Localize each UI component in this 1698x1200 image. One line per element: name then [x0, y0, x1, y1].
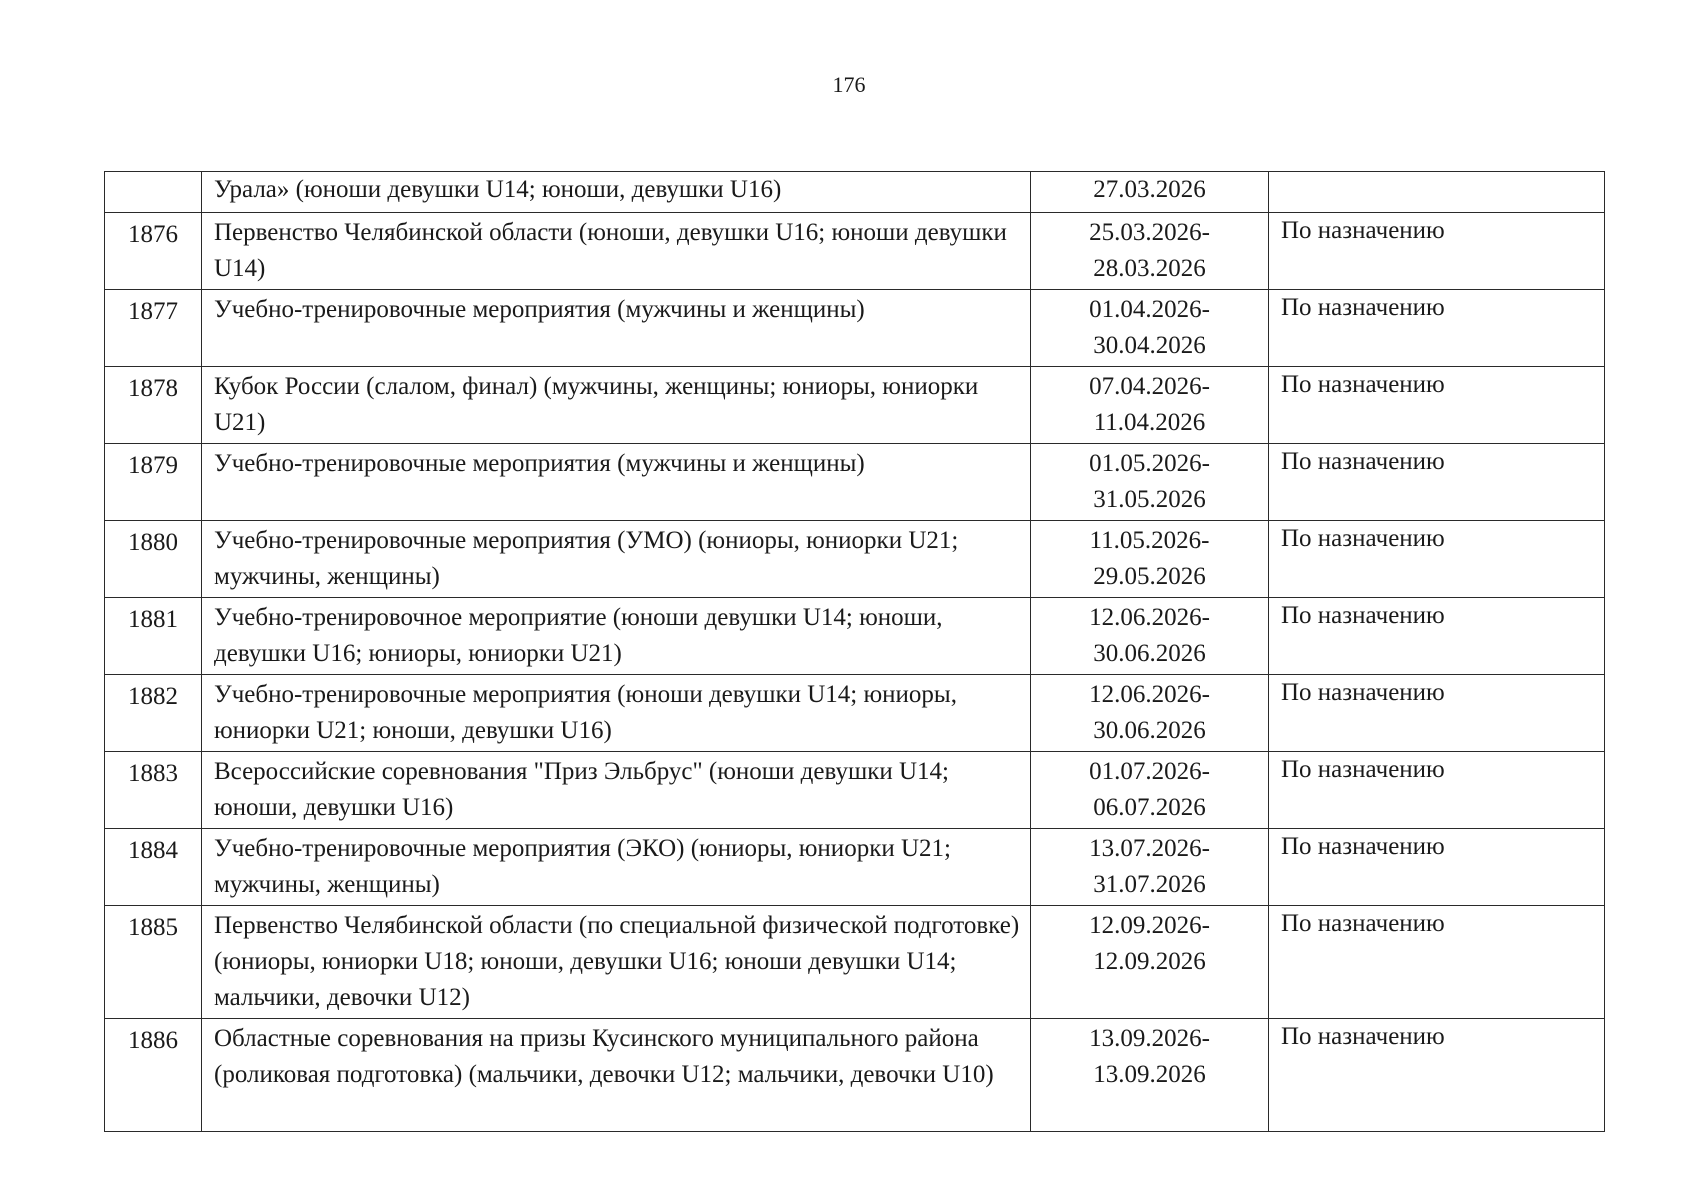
event-name-cell: Учебно-тренировочные мероприятия (юноши девушки U14; юниоры, юниорки U21; юноши, девушки U16) [202, 675, 1031, 752]
table-row [105, 829, 1605, 906]
event-name-cell: Урала» (юноши девушки U14; юноши, девушки U16) [202, 172, 1031, 213]
table-row [105, 521, 1605, 598]
row-number-cell: 1886 [105, 1019, 202, 1132]
event-date-cell [1031, 752, 1269, 829]
event-name-cell: Областные соревнования на призы Кусинского муниципального района (роликовая подготовка) (мальчики, девочки U12; мальчики, девочки U10) [202, 1019, 1031, 1132]
date-start: 12.06.2026- [1089, 681, 1210, 708]
date-start: 25.03.2026- [1089, 219, 1210, 246]
table-row [105, 444, 1605, 521]
row-number-cell: 1885 [105, 906, 202, 1019]
table-row [105, 290, 1605, 367]
date-start: 12.06.2026- [1089, 604, 1210, 631]
event-name-cell: Первенство Челябинской области (юноши, девушки U16; юноши девушки U14) [202, 213, 1031, 290]
event-place-cell: По назначению [1269, 752, 1605, 829]
row-number-cell [105, 172, 202, 213]
event-name-cell: Учебно-тренировочные мероприятия (мужчины и женщины) [202, 290, 1031, 367]
event-place-cell: По назначению [1269, 1019, 1605, 1132]
table-row [105, 367, 1605, 444]
event-name-cell: Учебно-тренировочные мероприятия (мужчины и женщины) [202, 444, 1031, 521]
row-number-cell: 1878 [105, 367, 202, 444]
date-end: 30.06.2026 [1093, 640, 1206, 667]
event-place-cell: По назначению [1269, 213, 1605, 290]
date-end: 31.05.2026 [1093, 486, 1206, 513]
event-date-cell [1031, 598, 1269, 675]
row-number-cell: 1882 [105, 675, 202, 752]
event-name-cell: Учебно-тренировочные мероприятия (ЭКО) (юниоры, юниорки U21; мужчины, женщины) [202, 829, 1031, 906]
row-number-cell: 1877 [105, 290, 202, 367]
events-table [104, 171, 1605, 1132]
row-number-cell: 1876 [105, 213, 202, 290]
event-date-cell [1031, 1019, 1269, 1132]
event-place-cell: По назначению [1269, 521, 1605, 598]
date-end: 28.03.2026 [1093, 255, 1206, 282]
date-start: 13.07.2026- [1089, 835, 1210, 862]
date-end: 12.09.2026 [1093, 948, 1206, 975]
page-number: 176 [832, 72, 866, 97]
date-end: 31.07.2026 [1093, 871, 1206, 898]
table-row [105, 752, 1605, 829]
event-place-cell: По назначению [1269, 906, 1605, 1019]
row-number-cell: 1883 [105, 752, 202, 829]
date-start: 12.09.2026- [1089, 912, 1210, 939]
event-name-cell: Первенство Челябинской области (по специальной физической подготовке) (юниоры, юниорки U18; юноши, девушки U16; юноши девушки U14; мальчики, девочки U12) [202, 906, 1031, 1019]
event-date-cell [1031, 829, 1269, 906]
event-date-cell [1031, 675, 1269, 752]
event-place-cell [1269, 172, 1605, 213]
date-end: 06.07.2026 [1093, 794, 1206, 821]
event-place-cell: По назначению [1269, 290, 1605, 367]
date-start: 11.05.2026- [1089, 527, 1210, 554]
event-date-cell [1031, 213, 1269, 290]
event-date-cell [1031, 290, 1269, 367]
table-row [105, 1019, 1605, 1132]
event-place-cell: По назначению [1269, 675, 1605, 752]
row-number-cell: 1880 [105, 521, 202, 598]
event-name-cell: Всероссийские соревнования "Приз Эльбрус" (юноши девушки U14; юноши, девушки U16) [202, 752, 1031, 829]
table-row [105, 598, 1605, 675]
date-start: 01.05.2026- [1089, 450, 1210, 477]
event-date-cell [1031, 367, 1269, 444]
date-start: 13.09.2026- [1089, 1025, 1210, 1052]
table-row [105, 906, 1605, 1019]
row-number-cell: 1884 [105, 829, 202, 906]
table-row [105, 213, 1605, 290]
event-name-cell: Учебно-тренировочное мероприятие (юноши девушки U14; юноши, девушки U16; юниоры, юниорки U21) [202, 598, 1031, 675]
date-end: 29.05.2026 [1093, 563, 1206, 590]
date-start: 07.04.2026- [1089, 373, 1210, 400]
date-end: 13.09.2026 [1093, 1061, 1206, 1088]
date-start: 01.04.2026- [1089, 296, 1210, 323]
event-date-cell [1031, 444, 1269, 521]
row-number-cell: 1881 [105, 598, 202, 675]
event-place-cell: По назначению [1269, 598, 1605, 675]
date-end: 30.04.2026 [1093, 332, 1206, 359]
event-date-cell [1031, 521, 1269, 598]
event-name-cell: Учебно-тренировочные мероприятия (УМО) (юниоры, юниорки U21; мужчины, женщины) [202, 521, 1031, 598]
date-end: 11.04.2026 [1093, 409, 1206, 436]
event-place-cell: По назначению [1269, 444, 1605, 521]
table-row-continuation [105, 172, 1605, 213]
table-row [105, 675, 1605, 752]
event-date-cell: 27.03.2026 [1031, 172, 1269, 213]
row-number-cell: 1879 [105, 444, 202, 521]
date-start: 01.07.2026- [1089, 758, 1210, 785]
event-place-cell: По назначению [1269, 367, 1605, 444]
event-date-cell [1031, 906, 1269, 1019]
event-place-cell: По назначению [1269, 829, 1605, 906]
date-end: 30.06.2026 [1093, 717, 1206, 744]
event-name-cell: Кубок России (слалом, финал) (мужчины, женщины; юниоры, юниорки U21) [202, 367, 1031, 444]
